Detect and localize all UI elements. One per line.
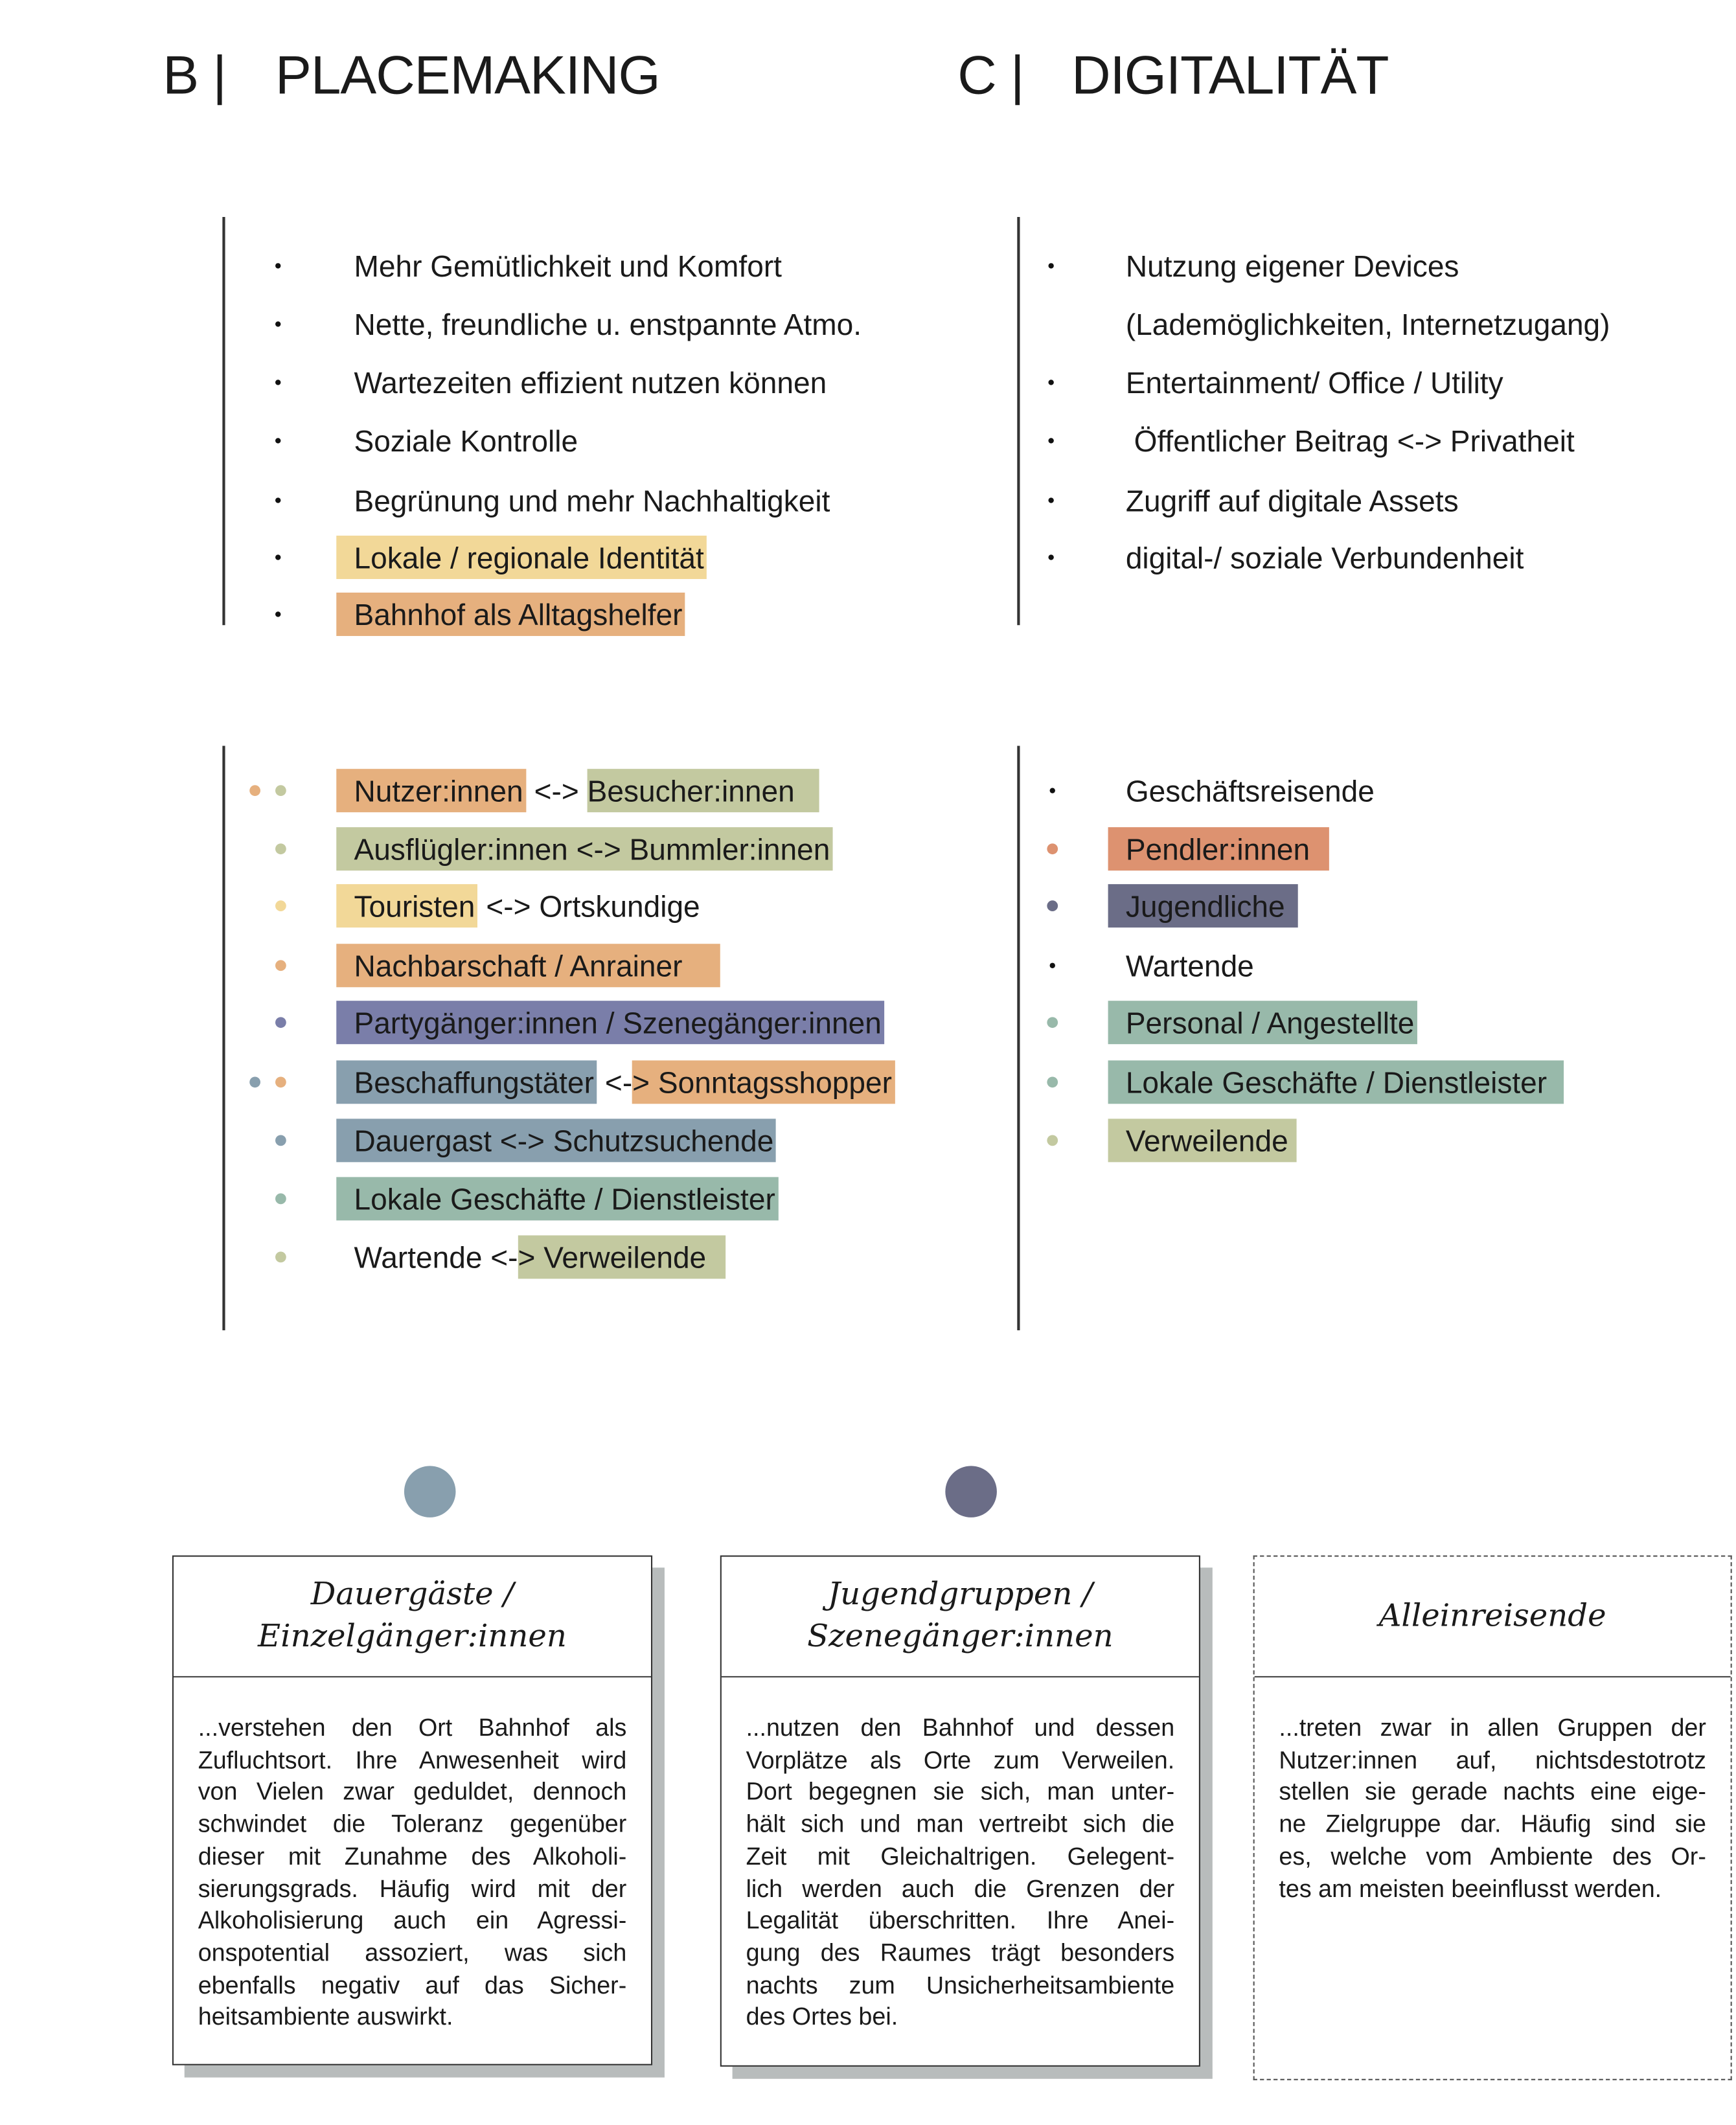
bullet-dot [1048,438,1053,443]
list-item [1108,1001,1417,1044]
persona-marker-dauergaeste [404,1466,456,1517]
label-text: Mehr Gemütlichkeit und Komfort [354,249,782,284]
description-line: dieser mit Zunahme des Alkoholi- [198,1843,627,1870]
highlighted-label: Verweilende [1108,1119,1297,1162]
group-color-dot [275,1252,286,1263]
label-text: <-> Ortskundige [477,889,700,924]
list-item [336,1060,895,1104]
description-line: es, welche vom Ambiente des Or- [1279,1843,1706,1870]
description-line: Nutzer:innen auf, nichtsdestotrotz [1279,1746,1706,1774]
bullet-dot [275,263,280,268]
persona-marker-jugendgruppen [945,1466,997,1517]
highlighted-label: Ausflügler:innen <-> Bummler:innen [336,827,832,870]
highlighted-label: > Verweilende [518,1235,725,1278]
description-line: ne Zielgruppe dar. Häufig sind sie [1279,1810,1706,1838]
description-line: onspotential assoziert, was sich [198,1938,627,1966]
divider-line [222,746,224,1330]
highlighted-label: Beschaffungstäter [336,1060,597,1104]
section-b-letter: B | [163,46,227,106]
divider-line [222,217,224,625]
group-color-dot [275,1135,286,1146]
group-color-dot [275,960,286,971]
persona-description [722,1677,1199,2034]
persona-title-line: Jugendgruppen / [827,1577,1093,1613]
label-text: Wartende [1125,949,1254,983]
highlighted-label: Personal / Angestellte [1108,1001,1417,1044]
description-line: Zeit mit Gleichaltrigen. Gelegent- [746,1843,1175,1870]
bullet-dot [275,380,280,385]
description-line: gung des Raumes trägt besonders [746,1938,1175,1966]
description-line: tes am meisten beeinflusst werden. [1279,1874,1662,1902]
list-item [354,244,782,288]
group-color-dot [249,1076,260,1087]
label-text: Soziale Kontrolle [354,424,578,459]
list-item [354,419,578,462]
list-item [1126,302,1610,346]
description-line: Dort begegnen sie sich, man unter- [746,1778,1175,1806]
highlighted-label: Lokale / regionale Identität [336,536,707,579]
list-item [354,302,862,346]
description-line: Legalität überschritten. Ihre Anei- [746,1907,1175,1935]
label-text: Geschäftsreisende [1125,774,1375,808]
description-line: lich werden auch die Grenzen der [746,1874,1175,1902]
bullet-dot [1050,788,1055,793]
list-item [336,884,700,927]
list-item [1126,944,1254,987]
section-c-letter: C | [957,46,1024,106]
list-item [1126,769,1375,812]
label-text: Wartende <- [354,1240,518,1275]
persona-description [174,1677,651,2034]
list-item [1108,1060,1564,1104]
group-color-dot [249,785,260,796]
persona-title-line: Dauergäste / [310,1577,514,1613]
label-text: Begrünung und mehr Nachhaltigkeit [354,484,830,518]
highlighted-label: Besucher:innen [588,769,819,812]
highlighted-label: Partygänger:innen / Szenegänger:innen [336,1001,884,1044]
list-item [336,944,720,987]
highlighted-label: Touristen [336,884,477,927]
description-line: Alkoholisierung auch ein Agressi- [198,1907,627,1935]
highlighted-label: Dauergast <-> Schutzsuchende [336,1119,776,1162]
bullet-dot [275,321,280,326]
highlighted-label: Jugendliche [1108,884,1299,927]
bullet-dot [1050,963,1055,968]
description-line: heitsambiente auswirkt. [198,2003,453,2031]
description-line: ...nutzen den Bahnhof und dessen [746,1714,1175,1742]
bullet-dot [275,554,280,560]
list-item [336,1177,778,1220]
divider-line [1017,746,1019,1330]
persona-title [174,1557,651,1677]
description-line: stellen sie gerade nachts eine eige- [1279,1778,1706,1806]
label-text: digital-/ soziale Verbundenheit [1125,541,1524,575]
description-line: nachts zum Unsicherheitsambiente [746,1971,1175,1999]
list-item [354,361,827,404]
persona-title [722,1557,1199,1677]
persona-card-dauergaeste [172,1556,652,2065]
highlighted-label: Nutzer:innen [336,769,526,812]
label-text: (Lademöglichkeiten, Internetzugang) [1125,308,1610,342]
persona-card-jugendgruppen [720,1556,1200,2067]
list-item [336,827,832,870]
list-item [1108,827,1329,870]
bullet-dot [1048,380,1053,385]
group-color-dot [1047,900,1058,911]
list-item [1126,419,1575,462]
group-color-dot [275,1194,286,1205]
label-text: Zugriff auf digitale Assets [1125,484,1459,518]
bullet-dot [275,438,280,443]
bullet-dot [1048,497,1053,503]
highlighted-label: Bahnhof als Alltagshelfer [336,593,685,636]
bullet-dot [1048,263,1053,268]
bullet-dot [1048,554,1053,560]
list-item [1126,536,1524,579]
persona-title [1255,1557,1731,1677]
bullet-dot [275,497,280,503]
description-line: ...treten zwar in allen Gruppen der [1279,1714,1706,1742]
list-item [1108,1119,1297,1162]
group-color-dot [275,843,286,854]
label-text: Öffentlicher Beitrag <-> Privatheit [1125,424,1575,459]
persona-title-line: Einzelgänger:innen [258,1619,567,1655]
label-text: <- [597,1065,633,1100]
list-item [1126,244,1459,288]
label-text: <-> [525,774,588,808]
description-line: schwindet die Toleranz gegenüber [198,1810,627,1838]
description-line: sierungsgrads. Häufig wird mit der [198,1874,627,1902]
list-item [336,536,707,579]
description-line: hält sich und man vertreibt sich die [746,1810,1175,1838]
group-color-dot [1047,1135,1058,1146]
bullet-dot [275,611,280,617]
description-line: Zufluchtsort. Ihre Anwesenheit wird [198,1746,627,1774]
section-c-title: DIGITALITÄT [1071,46,1389,106]
group-color-dot [1047,1076,1058,1087]
group-color-dot [275,900,286,911]
group-color-dot [275,1017,286,1028]
list-item [354,1235,725,1278]
list-item [1108,884,1299,927]
list-item [1126,479,1459,522]
highlighted-label: Pendler:innen [1108,827,1329,870]
list-item [336,1119,776,1162]
highlighted-label: Lokale Geschäfte / Dienstleister [336,1177,778,1220]
persona-title-line: Szenegänger:innen [807,1619,1114,1655]
description-line: ...verstehen den Ort Bahnhof als [198,1714,627,1742]
description-line: ebenfalls negativ auf das Sicher- [198,1971,627,1999]
list-item [354,479,830,522]
description-line: von Vielen zwar geduldet, dennoch [198,1778,627,1806]
list-item [336,593,685,636]
section-b-title: PLACEMAKING [275,46,660,106]
divider-line [1017,217,1019,625]
description-line: Vorplätze als Orte zum Verweilen. [746,1746,1175,1774]
group-color-dot [275,785,286,796]
list-item [336,1001,884,1044]
persona-title-line: Alleinreisende [1378,1598,1606,1633]
label-text: Nutzung eigener Devices [1125,249,1459,284]
label-text: Nette, freundliche u. enstpannte Atmo. [354,308,862,342]
group-color-dot [275,1076,286,1087]
highlighted-label: Lokale Geschäfte / Dienstleister [1108,1060,1564,1104]
list-item [1126,361,1503,404]
label-text: Wartezeiten effizient nutzen können [354,366,827,400]
label-text: Entertainment/ Office / Utility [1125,366,1503,400]
highlighted-label: > Sonntagsshopper [632,1060,895,1104]
list-item [336,769,819,812]
persona-description [1255,1677,1731,1905]
highlighted-label: Nachbarschaft / Anrainer [336,944,720,987]
group-color-dot [1047,1017,1058,1028]
description-line: des Ortes bei. [746,2003,898,2031]
persona-card-alleinreisende [1253,1556,1732,2080]
group-color-dot [1047,843,1058,854]
